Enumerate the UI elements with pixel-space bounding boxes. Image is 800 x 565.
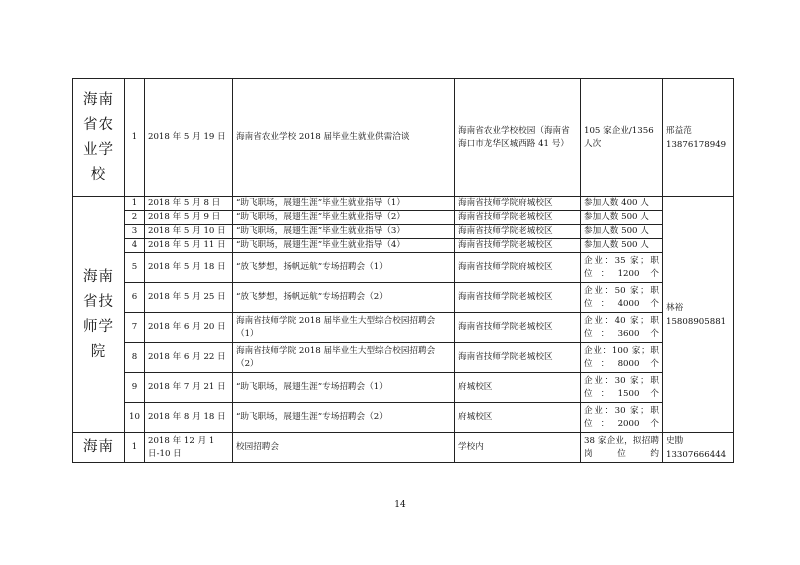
row-number: 10 bbox=[125, 403, 145, 433]
event-date: 2018 年 5 月 10 日 bbox=[145, 225, 233, 239]
contact-cell bbox=[663, 197, 734, 433]
event-title: “助飞职场，展翅生涯”专场招聘会（2） bbox=[233, 403, 455, 433]
table-row bbox=[73, 403, 734, 433]
event-title: 海南省技师学院 2018 届毕业生大型综合校园招聘会（1） bbox=[233, 313, 455, 343]
table-row bbox=[73, 313, 734, 343]
contact-phone: 15808905881 bbox=[666, 316, 727, 327]
event-location: 海南省技师学院老城校区 bbox=[455, 283, 581, 313]
event-date: 2018 年 12 月 1 日-10 日 bbox=[145, 433, 233, 463]
event-title: 海南省农业学校 2018 届毕业生就业供需洽谈 bbox=[233, 79, 455, 197]
event-title: “助飞职场，展翅生涯”毕业生就业指导（3） bbox=[233, 225, 455, 239]
event-title: “助飞职场，展翅生涯”专场招聘会（1） bbox=[233, 373, 455, 403]
row-number: 9 bbox=[125, 373, 145, 403]
event-scale: 105 家企业/1356 人次 bbox=[581, 79, 663, 197]
row-number: 8 bbox=[125, 343, 145, 373]
event-scale: 参加人数 500 人 bbox=[581, 211, 663, 225]
event-date: 2018 年 7 月 21 日 bbox=[145, 373, 233, 403]
table-row bbox=[73, 253, 734, 283]
event-title: 海南省技师学院 2018 届毕业生大型综合校园招聘会（2） bbox=[233, 343, 455, 373]
table-row bbox=[73, 79, 734, 197]
row-number: 1 bbox=[125, 197, 145, 211]
event-location: 海南省技师学院府城校区 bbox=[455, 197, 581, 211]
row-number: 3 bbox=[125, 225, 145, 239]
event-location: 学校内 bbox=[455, 433, 581, 463]
event-scale: 企业：30 家；职位：1500 个 bbox=[581, 373, 663, 403]
event-date: 2018 年 5 月 8 日 bbox=[145, 197, 233, 211]
event-title: “助飞职场，展翅生涯”毕业生就业指导（2） bbox=[233, 211, 455, 225]
event-title: 校园招聘会 bbox=[233, 433, 455, 463]
recruitment-schedule-table bbox=[72, 78, 734, 463]
event-title: “放飞梦想，扬帆远航”专场招聘会（1） bbox=[233, 253, 455, 283]
event-scale: 企业：30 家；职位：2000 个 bbox=[581, 403, 663, 433]
table-row bbox=[73, 197, 734, 211]
contact-cell bbox=[663, 79, 734, 197]
event-location: 海南省农业学校校园（海南省海口市龙华区城西路 41 号） bbox=[455, 79, 581, 197]
event-scale: 企业：50 家；职位：4000 个 bbox=[581, 283, 663, 313]
event-scale: 企业：40 家；职位：3600 个 bbox=[581, 313, 663, 343]
event-scale: 参加人数 500 人 bbox=[581, 225, 663, 239]
contact-phone: 13876178949 bbox=[666, 139, 727, 150]
contact-name: 邢益范 bbox=[666, 125, 692, 136]
contact-name: 林裕 bbox=[666, 302, 684, 313]
event-date: 2018 年 6 月 22 日 bbox=[145, 343, 233, 373]
event-date: 2018 年 5 月 19 日 bbox=[145, 79, 233, 197]
contact-cell bbox=[663, 433, 734, 463]
table-row bbox=[73, 239, 734, 253]
table-row bbox=[73, 343, 734, 373]
event-location: 海南省技师学院老城校区 bbox=[455, 225, 581, 239]
event-date: 2018 年 8 月 18 日 bbox=[145, 403, 233, 433]
school-name-cell: 海南省技师学院 bbox=[73, 197, 125, 433]
table-row bbox=[73, 283, 734, 313]
event-title: “助飞职场，展翅生涯”毕业生就业指导（1） bbox=[233, 197, 455, 211]
event-location: 府城校区 bbox=[455, 403, 581, 433]
row-number: 5 bbox=[125, 253, 145, 283]
table-row bbox=[73, 373, 734, 403]
table-row bbox=[73, 225, 734, 239]
event-location: 府城校区 bbox=[455, 373, 581, 403]
event-date: 2018 年 5 月 25 日 bbox=[145, 283, 233, 313]
event-location: 海南省技师学院老城校区 bbox=[455, 313, 581, 343]
event-date: 2018 年 5 月 18 日 bbox=[145, 253, 233, 283]
contact-name: 史勖 bbox=[666, 435, 684, 446]
contact-phone: 13307666444 bbox=[666, 449, 727, 460]
event-scale: 企业：35 家；职位：1200 个 bbox=[581, 253, 663, 283]
event-date: 2018 年 5 月 9 日 bbox=[145, 211, 233, 225]
event-location: 海南省技师学院老城校区 bbox=[455, 211, 581, 225]
event-location: 海南省技师学院老城校区 bbox=[455, 239, 581, 253]
event-date: 2018 年 5 月 11 日 bbox=[145, 239, 233, 253]
school-name-cell: 海南省农业学校 bbox=[73, 79, 125, 197]
event-title: “助飞职场，展翅生涯”毕业生就业指导（4） bbox=[233, 239, 455, 253]
row-number: 2 bbox=[125, 211, 145, 225]
row-number: 6 bbox=[125, 283, 145, 313]
page-number: 14 bbox=[394, 500, 406, 510]
table-row bbox=[73, 211, 734, 225]
event-scale: 企业：100 家；职位：8000 个 bbox=[581, 343, 663, 373]
event-scale: 参加人数 400 人 bbox=[581, 197, 663, 211]
event-location: 海南省技师学院老城校区 bbox=[455, 343, 581, 373]
event-date: 2018 年 6 月 20 日 bbox=[145, 313, 233, 343]
event-title: “放飞梦想，扬帆远航”专场招聘会（2） bbox=[233, 283, 455, 313]
row-number: 7 bbox=[125, 313, 145, 343]
row-number: 1 bbox=[125, 433, 145, 463]
event-location: 海南省技师学院府城校区 bbox=[455, 253, 581, 283]
row-number: 1 bbox=[125, 79, 145, 197]
table-row bbox=[73, 433, 734, 463]
event-scale: 参加人数 500 人 bbox=[581, 239, 663, 253]
event-scale: 38 家企业，拟招聘岗位约 bbox=[581, 433, 663, 463]
row-number: 4 bbox=[125, 239, 145, 253]
school-name-cell: 海南 bbox=[73, 433, 125, 463]
